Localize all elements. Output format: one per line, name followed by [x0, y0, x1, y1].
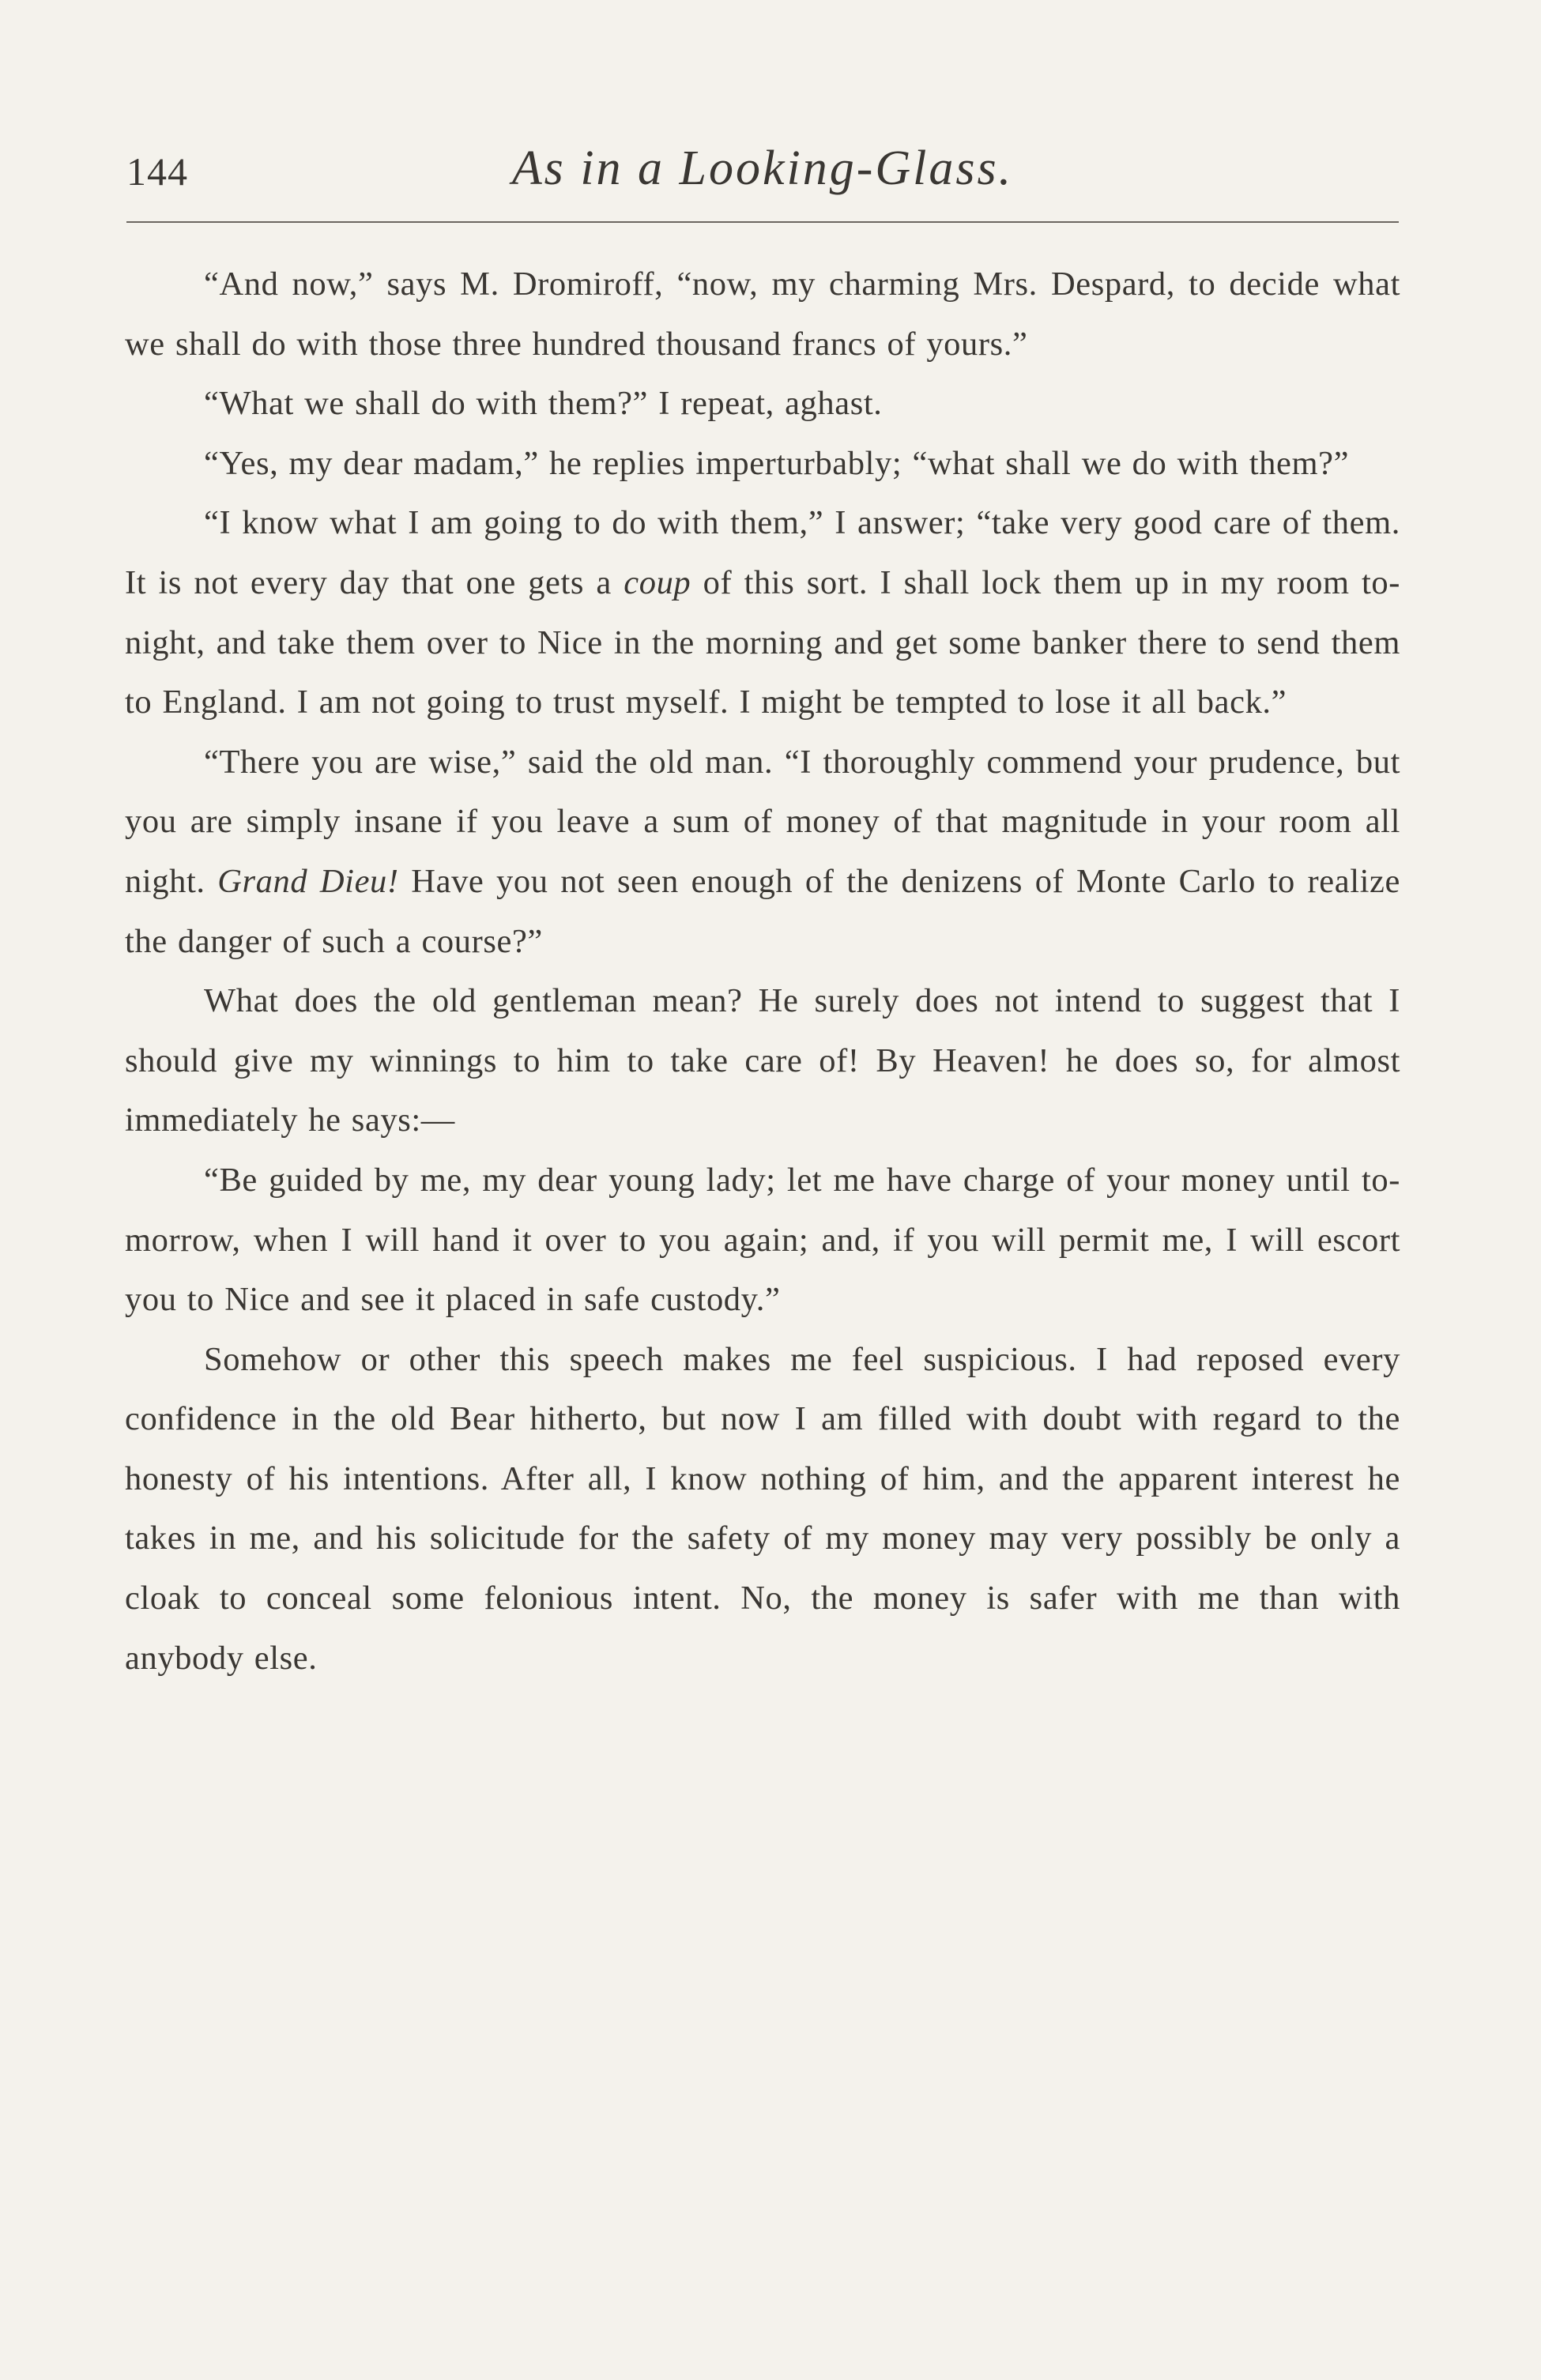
paragraph [125, 732, 1400, 971]
paragraph [125, 374, 1400, 434]
body-text [125, 254, 1400, 1688]
text-run: Have you not seen enough of the denizens of Monte Carlo to realize the danger of such a course?” [125, 862, 1400, 960]
italic-text: Grand Dieu! [217, 862, 399, 900]
paragraph [125, 254, 1400, 374]
paragraph [125, 1150, 1400, 1330]
text-run: What does the old gentleman mean? He surely does not intend to suggest that I should give my winnings to him to take care of! By Heaven! he does so, for almost immediately he says:— [125, 982, 1400, 1139]
text-run: “Yes, my dear madam,” he replies imperturbably; “what shall we do with them?” [204, 444, 1350, 482]
text-run: of this sort. I shall lock them up in my room to-night, and take them over to Nice in the morning and get some banker there to send them to England. I am not going to trust myself. I might be tempted to lose it all back.” [125, 563, 1400, 721]
page-number: 144 [126, 149, 188, 194]
paragraph [125, 493, 1400, 732]
header-rule [126, 221, 1399, 223]
text-run: “Be guided by me, my dear young lady; let me have charge of your money until to-morrow, when I will hand it over to you again; and, if you will permit me, I will escort you to Nice and see it placed in safe custody.” [125, 1161, 1400, 1319]
text-run: Somehow or other this speech makes me feel suspicious. I had reposed every confidence in the old Bear hitherto, but now I am filled with doubt with regard to the honesty of his intentions. After all, I know nothing of him, and the apparent interest he takes in me, and his solicitude for the safety of my money may very possibly be only a cloak to conceal some felonious intent. No, the money is safer with me than with anybody else. [125, 1340, 1400, 1677]
italic-text: coup [624, 563, 691, 601]
text-run: “And now,” says M. Dromiroff, “now, my charming Mrs. Despard, to decide what we shall do with those three hundred thousand francs of yours.” [125, 265, 1400, 363]
text-run: “There you are wise,” said the old man. “I thoroughly commend your prudence, but you are simply insane if you leave a sum of money of that magnitude in your room all night. [125, 743, 1400, 900]
page-header [126, 133, 1399, 220]
paragraph [125, 434, 1400, 494]
text-run: “I know what I am going to do with them,” I answer; “take very good care of them. It is not every day that one gets a [125, 504, 1400, 601]
paragraph [125, 971, 1400, 1150]
text-run: “What we shall do with them?” I repeat, aghast. [204, 385, 883, 423]
running-title: As in a Looking-Glass. [511, 141, 1014, 195]
paragraph [125, 1330, 1400, 1689]
